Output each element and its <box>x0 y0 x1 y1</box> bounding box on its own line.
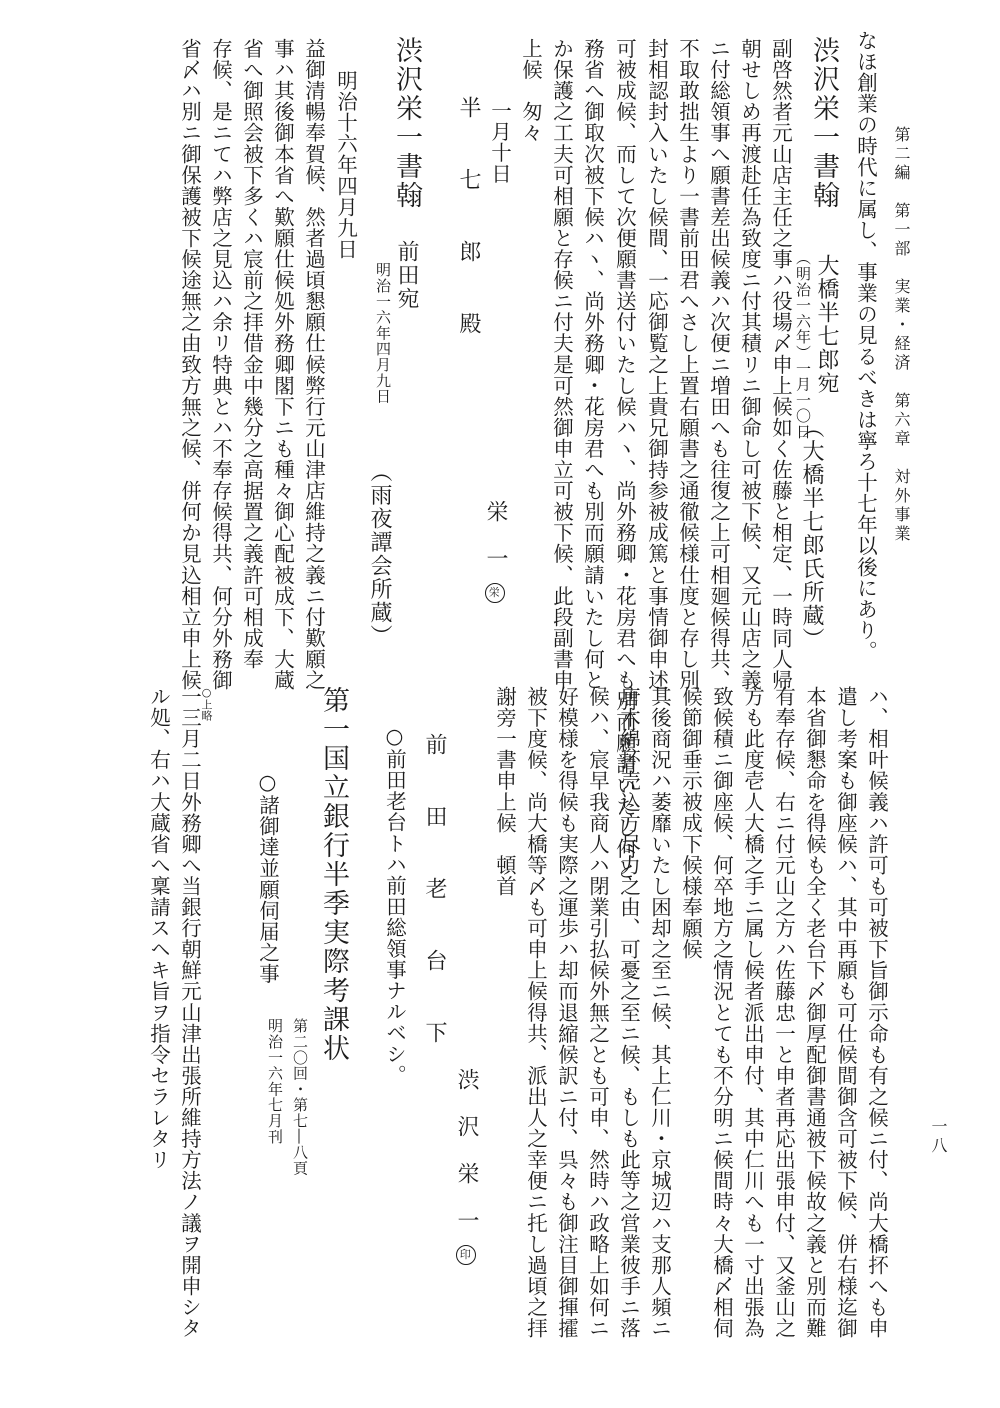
letter1-source: （大橋半七郎氏所蔵） <box>799 416 824 651</box>
intro-line: なほ創業の時代に属し、事業の見るべきは寧ろ十七年以後にあり。 <box>853 30 878 662</box>
letter2-cont-line: 謝旁一書申上候 頓首 <box>492 686 517 897</box>
seal-mark: 栄 <box>485 583 505 603</box>
letter2-cont-line: 方も此度壱人大橋之手ニ属し候者派出申付、其中仁川へも一寸出張為 <box>740 686 765 1339</box>
signature-text: 栄 一 <box>483 500 508 571</box>
letter1-line: 務省へ御取次被下候ハヽ、尚外務卿・花房君へも別而願請いたし何と <box>580 38 605 691</box>
letter2-date: 明治十六年四月九日 <box>333 70 358 260</box>
letter2-cont-line: 致候積ニ御座候、何卒地方之情況とても不分明ニ候間時々大橋〆相伺 <box>709 686 734 1339</box>
letter1-line: 可被成候、而して次便願書送付いたし候ハヽ、尚外務卿・花房君へも別而願請いたし何と <box>612 38 637 880</box>
letter1-line: 封相認封入いたし候間、一応御覧之上貴兄御持参被成篤と事情御申述 <box>644 38 669 691</box>
letter2-line: 省〆ハ別ニ御保護被下候途無之由致方無之候、併何か見込相立申上候 <box>177 38 202 691</box>
signature-text: 渋 沢 栄 一 <box>454 1068 479 1233</box>
seal-mark: 印 <box>456 1245 476 1265</box>
letter2-cont-line: 有奉存候、右ニ付元山之方ハ佐藤忠一と申者再応出張申付、又釜山之 <box>771 686 796 1339</box>
report-title: 第一国立銀行半季実際考課状 <box>318 686 349 1063</box>
running-title: 第二編 第一部 実業・経済 第六章 対外事業 <box>892 126 911 544</box>
letter2-cont-line: 好模様を得候も実際之運歩ハ却而退縮候訳ニ付、呉々も御注目御揮攉 <box>554 686 579 1339</box>
letter2-line: 益御清暢奉賀候、然者過頃懇願仕候弊行元山津店維持之義ニ付歎願之 <box>301 38 326 691</box>
letter1-date: 一月十日 <box>487 100 512 185</box>
report-citation-pages: 第二〇回・第七―八頁 <box>291 1018 309 1176</box>
letter2-cont-line: 本省御懇命を得候も全く老台下〆御厚配御書通被下候故之義と別而難 <box>802 686 827 1339</box>
letter2-source: （雨夜譚会所蔵） <box>367 460 392 648</box>
letter2-line: 事ハ其後御本省へ歎願仕候処外務卿閣下ニも種々御心配被成下、大蔵 <box>270 38 295 691</box>
letter1-date-note: （明治一六年）一月一〇日 <box>794 250 812 440</box>
letter1-line: 朝せしめ再渡赴任為致度ニ付其積リニ御命し可被下候、又元山店之義 <box>737 38 762 691</box>
page-number: 一八 <box>929 1118 948 1156</box>
letter2-cont-line: ハ、相叶候義ハ許可も可被下旨御示命も有之候ニ付、尚大橋抔へも申 <box>864 686 889 1339</box>
letter1-signature <box>484 500 506 603</box>
letter2-cont-line: 候ハ、宸早我商人ハ閉業引払候外無之とも可申、然時ハ政略上如何ニ <box>585 686 610 1339</box>
letter1-line: 副啓然者元山店主任之事ハ役場〆申上候如く佐藤と相定、一時同人帰 <box>768 38 793 691</box>
letter2-cont-line: 候節御垂示被成下候様奉願候 <box>678 686 703 960</box>
letter2-signature <box>455 1068 477 1265</box>
omission-note: ○上略 <box>200 686 213 721</box>
report-citation-date: 明治一六年七月刊 <box>266 1018 284 1145</box>
letter2-date-note: 明治一六年四月九日 <box>374 262 392 405</box>
letter1-recipient: 半 七 郎 殿 <box>456 96 481 348</box>
report-line: ル処、右ハ大蔵省へ稟請スヘキ旨ヲ指令セラレタリ <box>146 686 171 1171</box>
letter1-line: か保護之工夫可相願と存候ニ付夫是可然御申立可被下候、此段副書申 <box>549 38 574 691</box>
letter2-line: 省へ御照会被下多くハ宸前之拝借金中幾分之高据置之義許可相成奉 <box>239 38 264 670</box>
letter2-cont-line: 唐木綿抔売込方尽力之由、可憂之至ニ候、もしも此等之営業彼手ニ落 <box>616 686 641 1339</box>
letter1-line: 上候 匆々 <box>518 38 543 144</box>
letter1-line: 不取敢拙生より一書前田君へさし上置右願書之通徹候様仕度と存し別 <box>675 38 700 691</box>
editor-note: ○前田老台トハ前田総領事ナルベシ。 <box>382 724 407 1086</box>
letter2-cont-line: 遣し考案も御座候ハ、其中再願も可仕候間御含可被下候、併右様迄御 <box>833 686 858 1339</box>
letter2-line: 存候、是ニてハ弊店之見込ハ余リ特典とハ不奉存候得共、何分外務御 <box>208 38 233 691</box>
letter1-addressee: 大橋半七郎宛 <box>814 254 839 395</box>
report-line: 一三月二日外務卿へ当銀行朝鮮元山津出張所維持方法ノ議ヲ開申シタ <box>177 686 202 1339</box>
letter2-cont-line: 其後商況ハ萎靡いたし困却之至ニ候、其上仁川・京城辺ハ支那人頻ニ <box>647 686 672 1339</box>
report-subheading: ○諸御達並願伺届之事 <box>255 770 280 984</box>
letter2-cont-line: 被下度候、尚大橋等〆も可申上候得共、派出人之幸便ニ托し過頃之拝 <box>523 686 548 1339</box>
letter2-addressee: 前田宛 <box>394 240 419 311</box>
letter1-line: ニ付総領事へ願書差出候義ハ次便ニ増田へも往復之上可相廻候得共、 <box>706 38 731 691</box>
letter1-title: 渋沢栄一書翰 <box>808 36 839 210</box>
letter2-recipient: 前 田 老 台 下 <box>422 733 447 1057</box>
letter2-title: 渋沢栄一書翰 <box>391 36 422 210</box>
